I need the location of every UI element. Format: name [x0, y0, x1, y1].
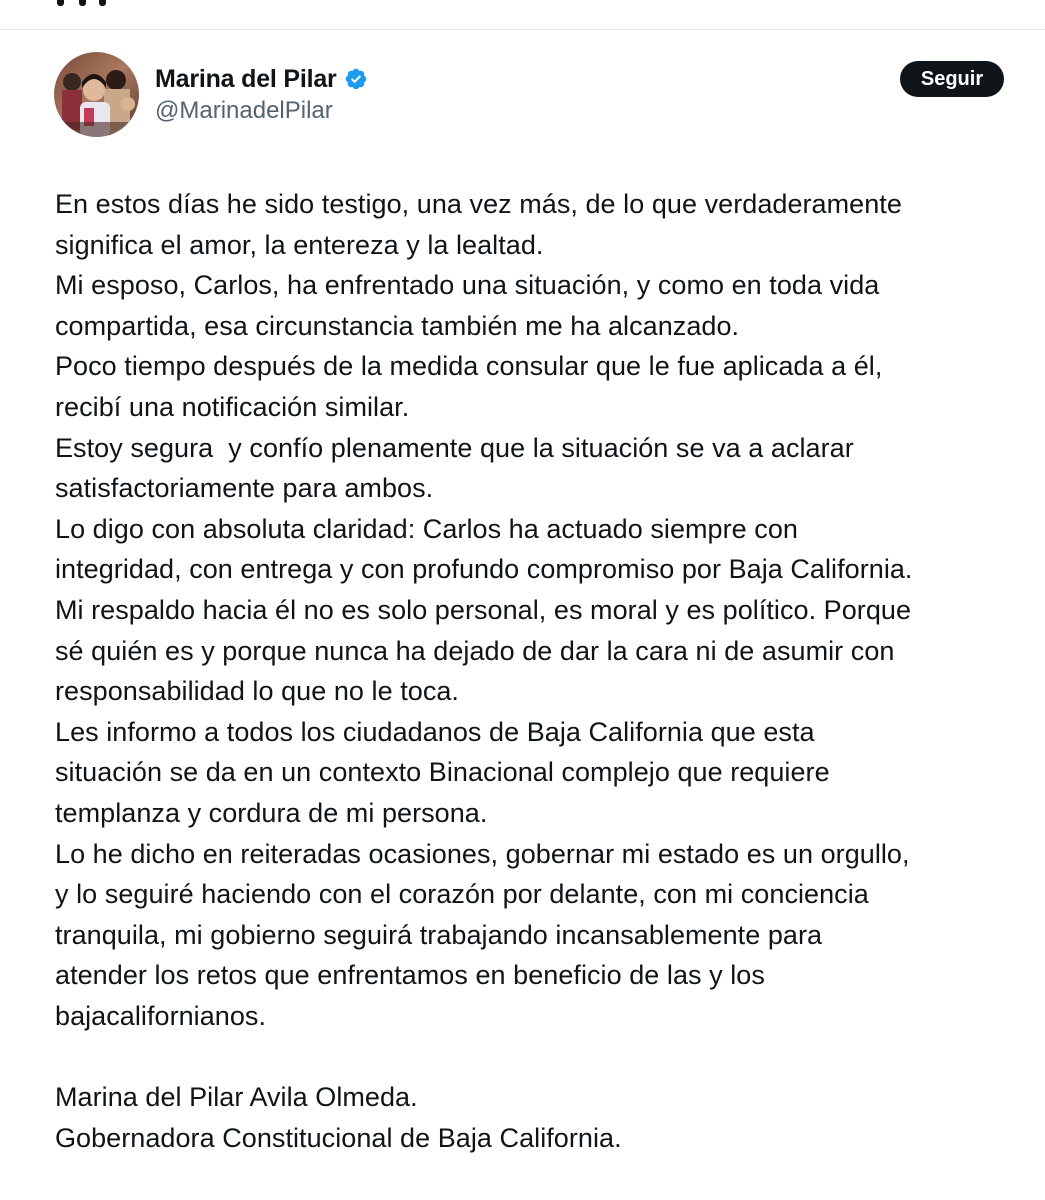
tweet-text-line: atender los retos que enfrentamos en beneficio de las y los: [55, 960, 765, 991]
tweet-text-line: compartida, esa circunstancia también me ha alcanzado.: [55, 310, 740, 341]
tweet-text-line: En estos días he sido testigo, una vez más, de lo que verdaderamente: [55, 189, 902, 219]
tweet-text-line: Estoy segura y confío plenamente que la situación se va a aclarar: [55, 432, 854, 463]
tweet-text-line: Mi esposo, Carlos, ha enfrentado una situación, y como en toda vida: [55, 270, 880, 301]
tweet-text-line: satisfactoriamente para ambos.: [55, 473, 434, 504]
author-name-row: [155, 62, 368, 96]
tweet-text-line: y lo seguiré haciendo con el corazón por delante, con mi conciencia: [55, 879, 869, 910]
tweet-text-line: bajacalifornianos.: [55, 1000, 267, 1031]
top-divider: [0, 29, 1045, 30]
tweet-text-line: Poco tiempo después de la medida consular que le fue aplicada a él,: [55, 351, 883, 382]
tweet-text-line: Lo digo con absoluta claridad: Carlos ha actuado siempre con: [55, 513, 798, 544]
tweet-text-line: significa el amor, la entereza y la lealtad.: [55, 229, 544, 260]
tweet-text-line: situación se da en un contexto Binacional complejo que requiere: [55, 757, 830, 788]
previous-header-remnant: [57, 0, 107, 6]
tweet-text-line: sé quién es y porque nunca ha dejado de dar la cara ni de asumir con: [55, 635, 895, 666]
avatar[interactable]: [54, 52, 139, 137]
tweet-text: [55, 184, 1030, 1158]
tweet-text-line: [55, 1036, 1030, 1077]
tweet-text-line: templanza y cordura de mi persona.: [55, 797, 488, 828]
tweet-text-line: recibí una notificación similar.: [55, 391, 410, 422]
tweet-text-line: responsabilidad lo que no le toca.: [55, 676, 459, 707]
tweet-text-line: Lo he dicho en reiteradas ocasiones, gobernar mi estado es un orgullo,: [55, 838, 910, 869]
signature-name: Marina del Pilar Avila Olmeda.: [55, 1082, 418, 1113]
verified-badge-icon: [344, 67, 368, 91]
profile-photo-icon: [54, 52, 139, 137]
tweet-text-line: integridad, con entrega y con profundo compromiso por Baja California.: [55, 554, 913, 585]
tweet-text-line: Mi respaldo hacia él no es solo personal, es moral y es político. Porque: [55, 594, 912, 625]
tweet-text-line: tranquila, mi gobierno seguirá trabajando incansablemente para: [55, 919, 823, 950]
author-handle[interactable]: @MarinadelPilar: [155, 97, 333, 124]
signature-title: Gobernadora Constitucional de Baja California.: [55, 1122, 622, 1153]
author-display-name[interactable]: Marina del Pilar: [155, 64, 337, 93]
tweet-text-line: Les informo a todos los ciudadanos de Baja California que esta: [55, 716, 815, 747]
follow-button[interactable]: Seguir: [900, 61, 1004, 97]
